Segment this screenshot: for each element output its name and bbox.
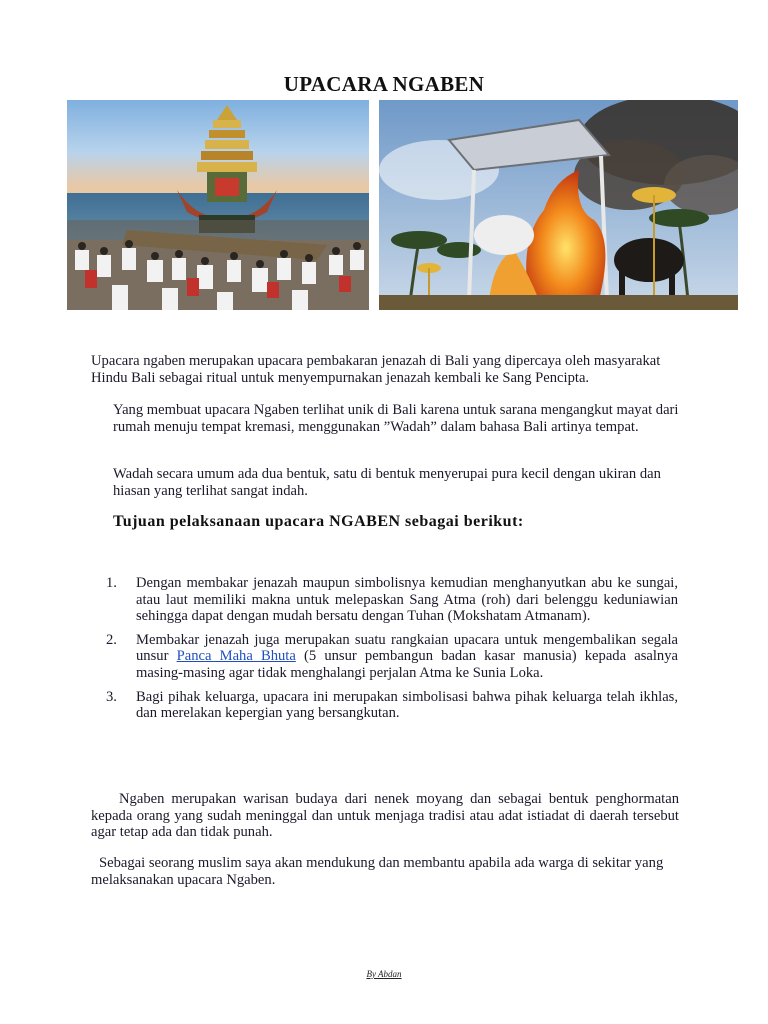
purpose-heading: Tujuan pelaksanaan upacara NGABEN sebagai berikut: [113,513,524,530]
panca-maha-bhuta-link[interactable]: Panca Maha Bhuta [176,648,296,665]
list-text [136,632,678,682]
list-item [106,575,678,625]
procession-photo [67,100,369,310]
list-item [106,632,678,682]
heritage-text: Ngaben merupakan warisan budaya dari nenek moyang dan sebagai bentuk penghormatan kepada orang yang sudah meninggal dan untuk menjaga tradisi atau adat istiadat di daerah tersebut agar tetap ada dan tidak punah. [91,791,679,841]
author-footer: By Abdan [366,969,402,979]
list-number: 1. [106,575,117,591]
list-number: 3. [106,688,117,705]
muslim-text: Sebagai seorang muslim saya akan mendukung dan membantu apabila ada warga di sekitar yang melaksanakan upacara Ngaben. [91,855,664,888]
list-text: Bagi pihak keluarga, upacara ini merupakan simbolisasi bahwa pihak keluarga telah ikhlas, dan merelakan kepergian yang bersangkutan. [136,688,678,722]
cremation-photo [379,100,738,310]
list-text-after: (5 unsur pembangun badan kasar manusia) kepada asalnya masing-masing agar tidak menghalangi perjalan Atma ke Sunia Loka. [136,648,678,681]
page-title: UPACARA NGABEN [283,72,485,96]
list-number: 2. [106,631,117,648]
intro-paragraph: Upacara ngaben merupakan upacara pembakaran jenazah di Bali yang dipercaya oleh masyarakat Hindu Bali sebagai ritual untuk menyempurnakan jenazah kembali ke Sang Pencipta. [91,353,661,386]
list-text-before: Membakar jenazah juga merupakan suatu rangkaian upacara untuk mengembalikan segala unsur [136,631,678,665]
purpose-list [106,575,678,729]
wadah-paragraph: Yang membuat upacara Ngaben terlihat unik di Bali karena untuk sarana mengangkut mayat dari rumah menuju tempat kremasi, menggunakan ”Wadah” dalam bahasa Bali artinya tempat. [113,402,679,435]
muslim-paragraph [91,855,679,888]
list-text: Dengan membakar jenazah maupun simbolisnya kemudian menghanyutkan abu ke sungai, atau laut memiliki makna untuk melepaskan Sang Atma (roh) dari belenggu keduniawian sehingga dapat dengan mudah bersatu dengan Tuhan (Mokshatam Atmanam). [136,575,678,625]
list-item [106,689,678,722]
wadah-shape-paragraph: Wadah secara umum ada dua bentuk, satu di bentuk menyerupai pura kecil dengan ukiran dan hiasan yang terlihat sangat indah. [113,466,661,499]
heritage-paragraph [91,791,679,841]
